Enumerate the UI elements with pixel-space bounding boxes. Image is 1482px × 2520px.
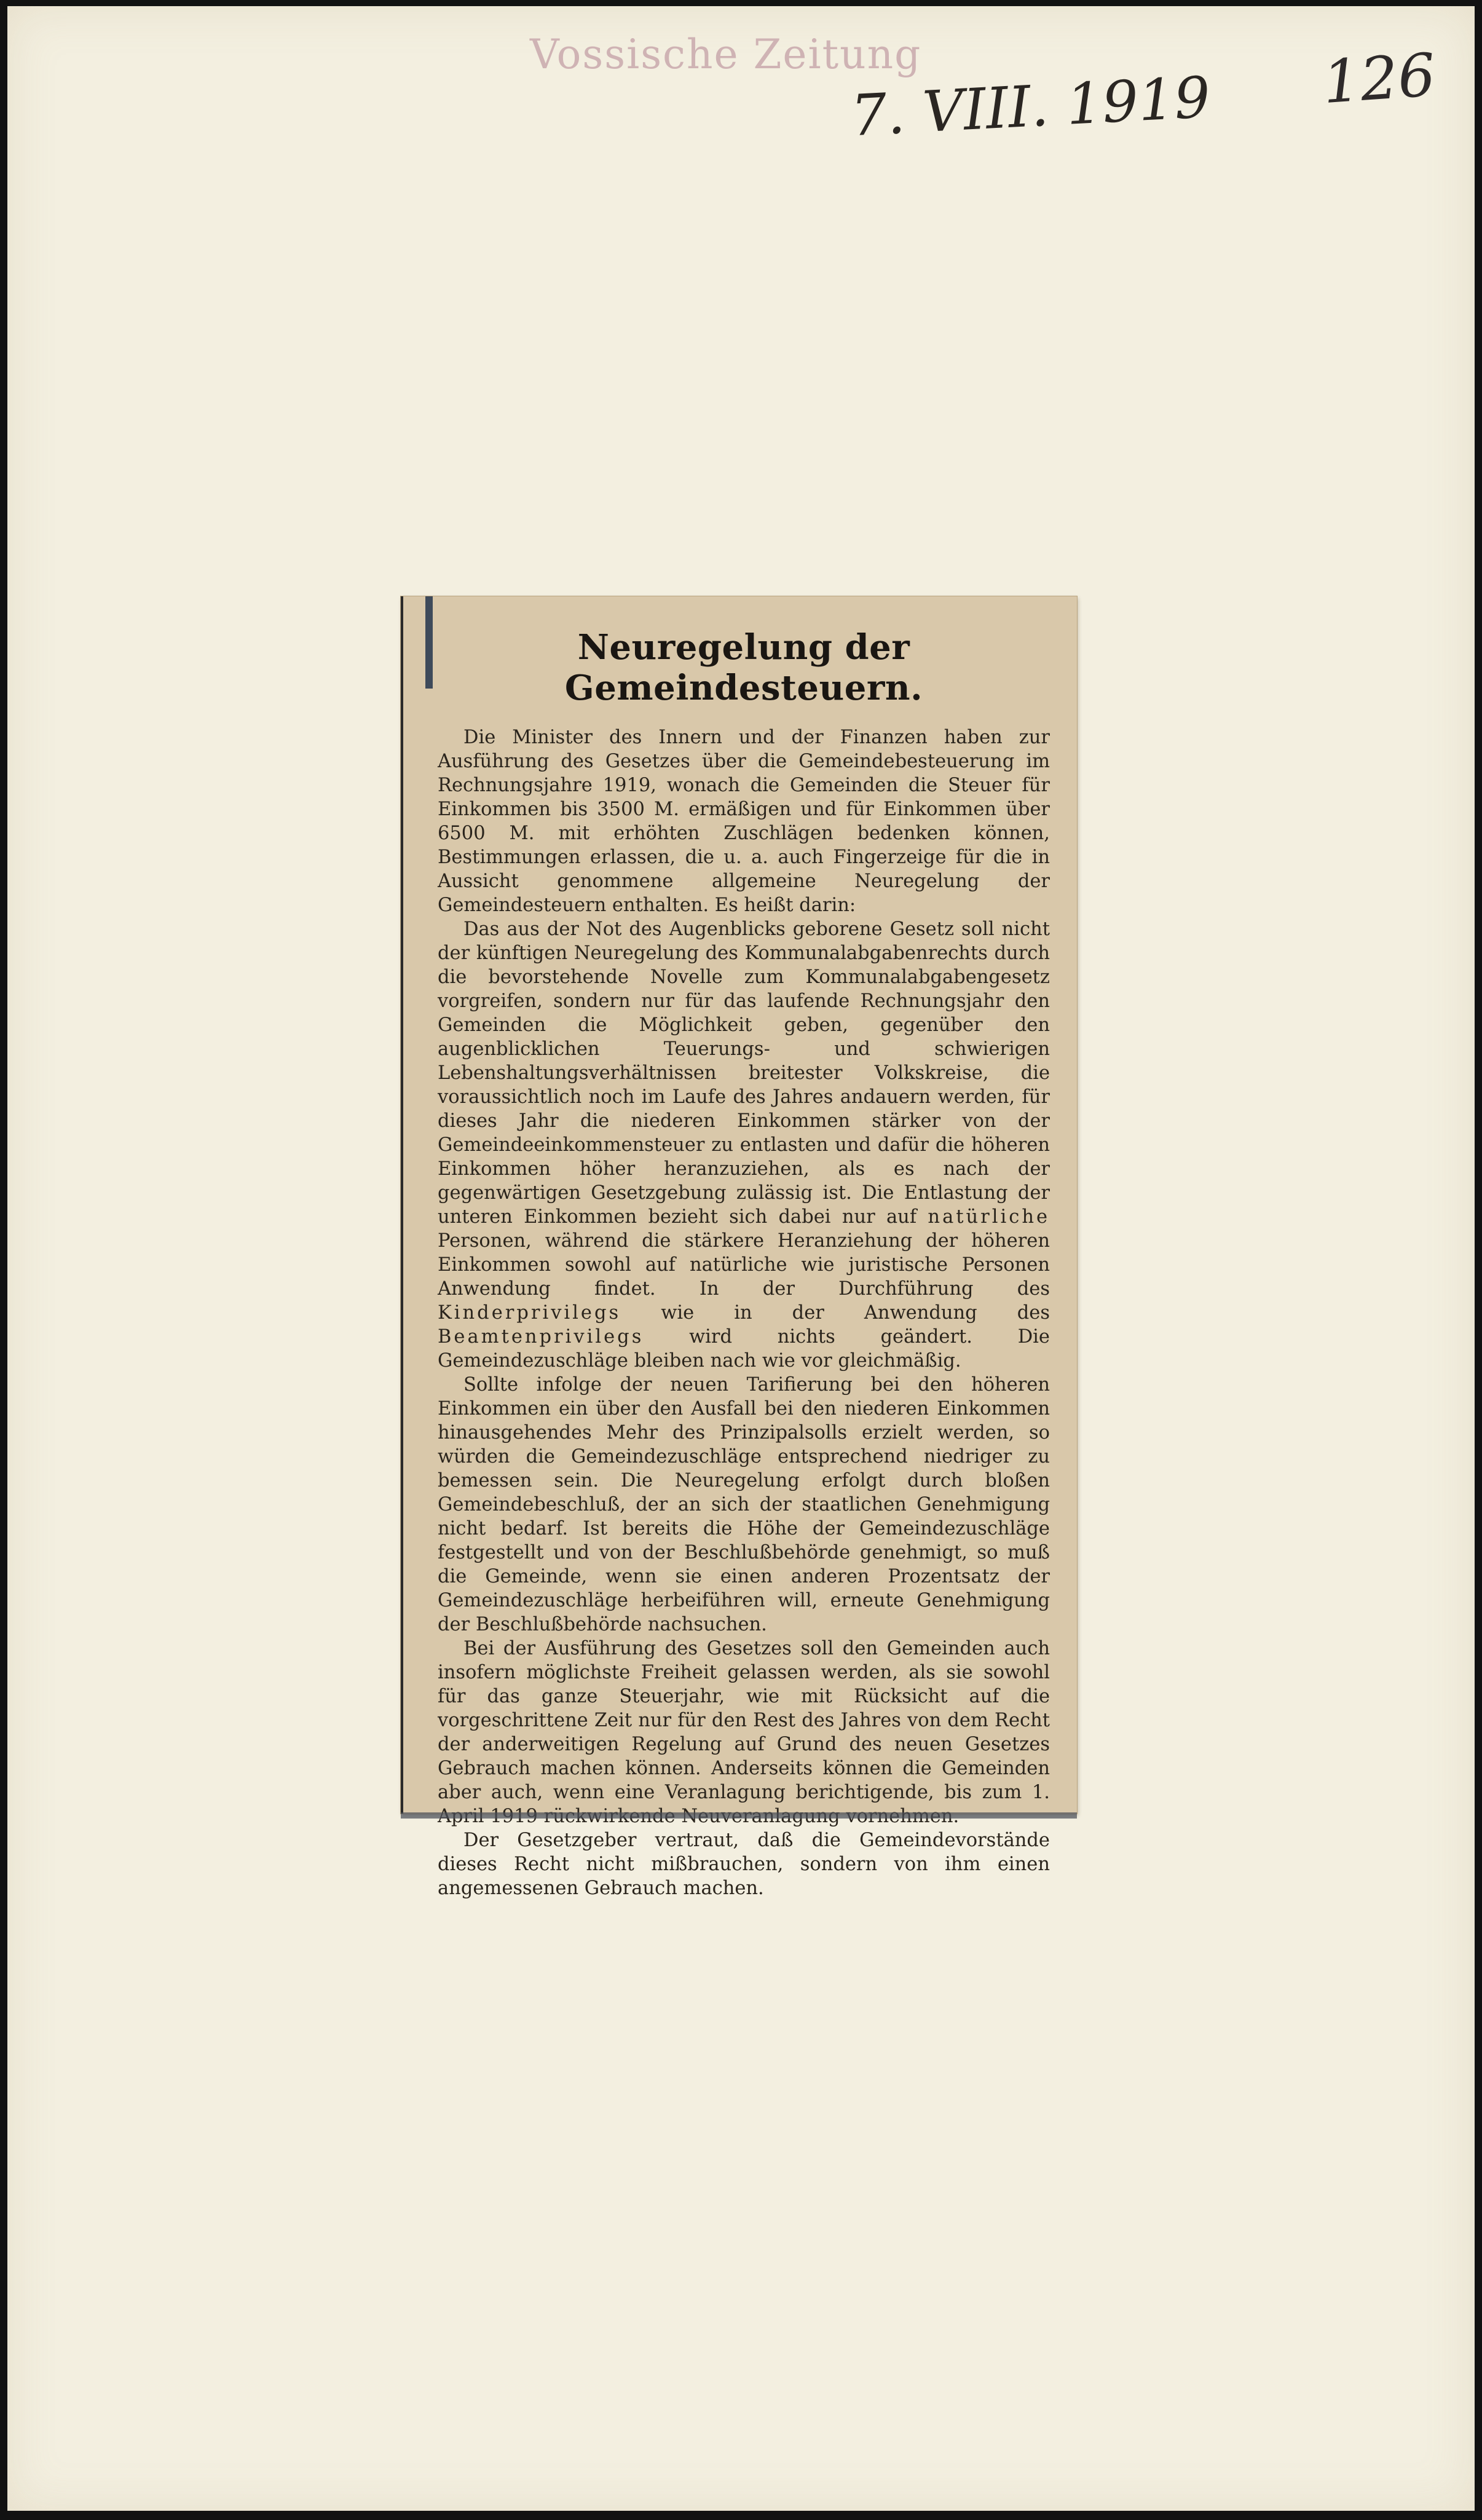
article-paragraph: Sollte infolge der neuen Tarifierung bei den höheren Einkommen ein über den Ausfall bei den niederen Einkommen hinausgehendes Mehr des Prinzipalsolls erzielt werden, so würden die Gemeindezuschläge entsprechend niedriger zu bemessen sein. Die Neuregelung erfolgt durch bloßen Gemeindebeschluß, der an sich der staatlichen Genehmigung nicht bedarf. Ist bereits die Höhe der Gemeindezuschläge festgestellt und von der Beschlußbehörde genehmigt, so muß die Gemeinde, wenn sie einen anderen Prozentsatz der Gemeindezuschläge herbeiführen will, erneute Genehmigung der Beschlußbehörde nachsuchen. <box>438 1374 1050 1635</box>
clipping-left-edge <box>401 596 403 1814</box>
text-segment: Personen, während die stärkere Heranziehung der höheren Einkommen sowohl auf natürliche wie juristische Personen Anwendung findet. In der Durchführung des <box>438 1230 1050 1300</box>
text-segment: wird nichts geändert. Die Gemeindezuschläge bleiben nach wie vor gleichmäßig. <box>438 1326 1050 1372</box>
text-segment: wie in der Anwendung des <box>661 1302 1050 1324</box>
newspaper-stamp: Vossische Zeitung <box>530 31 922 78</box>
article-paragraph <box>438 917 1050 1373</box>
handwritten-folio-number: 126 <box>1320 40 1438 117</box>
article-paragraph: Die Minister des Innern und der Finanzen haben zur Ausführung des Gesetzes über die Gemeindebesteuerung im Rechnungsjahre 1919, wonach die Gemeinden die Steuer für Einkommen bis 3500 M. ermäßigen und für Einkommen über 6500 M. mit erhöhten Zuschlägen bedenken können, Bestimmungen erlassen, die u. a. auch Fingerzeige für die in Aussicht genommene allgemeine Neuregelung der Gemeindesteuern enthalten. Es heißt darin: <box>438 727 1050 916</box>
text-segment: Das aus der Not des Augenblicks geborene Gesetz soll nicht der künftigen Neuregelung des Kommunalabgabenrechts durch die bevorstehende Novelle zum Kommunalabgabengesetz vorgreifen, sondern nur für das laufende Rechnungsjahr den Gemeinden die Möglichkeit geben, gegenüber den augenblicklichen Teuerungs- und schwierigen Lebenshaltungsverhältnissen breitester Volkskreise, die voraussichtlich noch im Laufe des Jahres andauern werden, für dieses Jahr die niederen Einkommen stärker von der Gemeindeeinkommensteuer zu entlasten und dafür die höheren Einkommen höher heranzuziehen, als es nach der gegenwärtigen Gesetzgebung zulässig ist. Die Entlastung der unteren Einkommen bezieht sich dabei nur auf <box>438 918 1050 1228</box>
clipping-bottom-edge <box>401 1812 1077 1819</box>
emphasized-word: Beamtenprivilegs <box>438 1326 644 1348</box>
emphasized-word: Kinderprivilegs <box>438 1302 621 1324</box>
archive-sheet <box>7 6 1475 2511</box>
article-headline: Neuregelung der Gemeindesteuern. <box>564 627 923 708</box>
clipping-marker-bar <box>425 596 433 689</box>
article-paragraph: Der Gesetzgeber vertraut, daß die Gemeindevorstände dieses Recht nicht mißbrauchen, sondern von ihm einen angemessenen Gebrauch machen. <box>438 1830 1050 1899</box>
emphasized-word: natürliche <box>928 1206 1050 1228</box>
newspaper-clipping <box>401 596 1077 1899</box>
article-body <box>438 725 1050 1900</box>
article-paragraph: Bei der Ausführung des Gesetzes soll den Gemeinden auch insofern möglichste Freiheit gelassen werden, als sie sowohl für das ganze Steuerjahr, wie mit Rücksicht auf die vorgeschrittene Zeit nur für den Rest des Jahres von dem Recht der anderweitigen Regelung auf Grund des neuen Gesetzes Gebrauch machen können. Anderseits können die Gemeinden aber auch, wenn eine Veranlagung berichtigende, bis zum 1. <box>438 1638 1050 1803</box>
handwritten-date: 7. VIII. 1919 <box>849 64 1212 149</box>
